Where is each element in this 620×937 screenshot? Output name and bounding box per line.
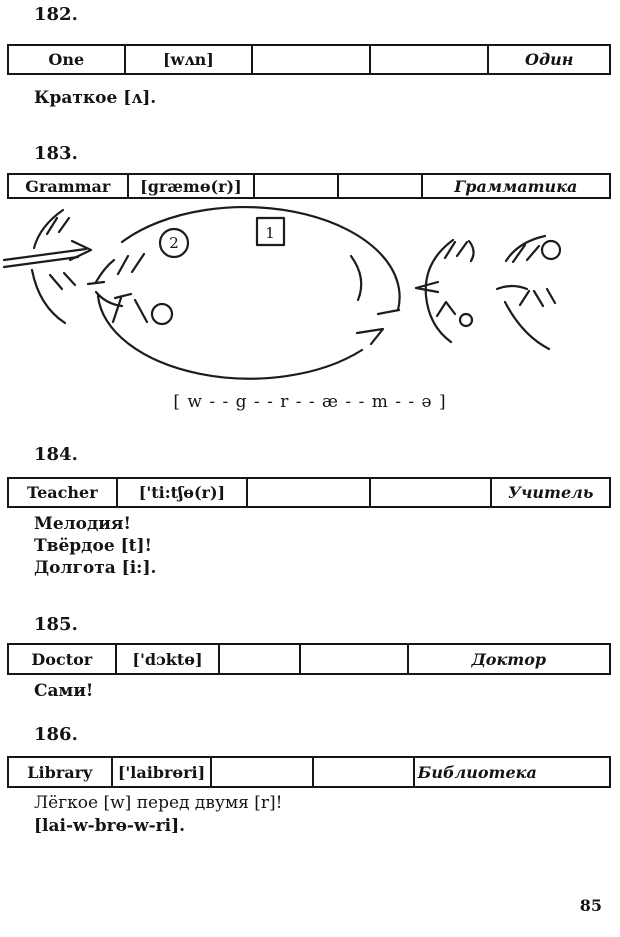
translation-cell: Грамматика <box>454 176 578 196</box>
phonetic-cell: [græmө(r)] <box>129 175 256 197</box>
phonetic-cell: [wʌn] <box>126 46 254 73</box>
entry-number-184: 184. <box>34 444 78 465</box>
translation-cell: Учитель <box>507 483 594 502</box>
intonation-diagram <box>0 198 620 394</box>
marker-2-circle <box>160 229 188 257</box>
marker-2-label: 2 <box>169 234 179 252</box>
left-mouth-marks <box>88 254 172 324</box>
entry-number-186: 186. <box>34 724 78 745</box>
word-cell: Doctor <box>9 645 117 673</box>
note-line: Мелодия! <box>34 514 131 534</box>
empty-cell <box>314 758 415 786</box>
marker-1-square <box>257 218 284 245</box>
small-circle <box>460 314 472 326</box>
translation-cell: Доктор <box>471 649 547 669</box>
entry-number-185: 185. <box>34 614 78 635</box>
mouth-symbol-right <box>497 236 560 349</box>
small-circle <box>542 241 560 259</box>
empty-cell <box>371 479 493 506</box>
word-cell: One <box>9 46 126 73</box>
word-cell: Teacher <box>9 479 118 506</box>
empty-cell <box>212 758 314 786</box>
empty-cell <box>220 645 301 673</box>
phonetic-cell: ['dɔktө] <box>117 645 221 673</box>
ellipse-bottom-arc <box>98 296 362 379</box>
note-line: Сами! <box>34 681 94 701</box>
translation-cell: Один <box>525 50 574 69</box>
empty-cell <box>339 175 423 197</box>
empty-cell <box>253 46 371 73</box>
vocab-table-182 <box>7 44 611 75</box>
note-line: [lai-w-brө-w-ri]. <box>34 816 186 836</box>
note-line: Краткое [ʌ]. <box>34 88 157 108</box>
page-number: 85 <box>579 896 602 915</box>
arrow-lips-symbol <box>4 210 91 323</box>
marker-1-label: 1 <box>265 224 275 242</box>
vocab-table-185 <box>7 643 611 675</box>
vocab-table-184 <box>7 477 611 508</box>
word-cell: Library <box>9 758 113 786</box>
entry-number-182: 182. <box>34 4 78 25</box>
vocab-table-186 <box>7 756 611 788</box>
word-cell: Grammar <box>9 175 129 197</box>
word-ellipse <box>98 207 400 379</box>
phonetic-cell: ['ti:tʃө(r)] <box>118 479 249 506</box>
mouth-symbol-middle <box>416 240 474 342</box>
phonetic-cell: ['laibrөri] <box>113 758 213 786</box>
entry-number-183: 183. <box>34 143 78 164</box>
vocab-table-183 <box>7 173 611 199</box>
empty-cell <box>301 645 409 673</box>
small-circle <box>152 304 172 324</box>
note-line: Твёрдое [t]! <box>34 536 152 556</box>
empty-cell <box>248 479 371 506</box>
translation-cell: Библиотека <box>417 762 537 782</box>
note-line: Лёгкое [w] перед двумя [r]! <box>34 793 283 813</box>
empty-cell <box>371 46 490 73</box>
empty-cell <box>255 175 339 197</box>
diagram-caption: [ w - - g - - r - - æ - - m - - ə ] <box>173 392 447 412</box>
note-line: Долгота [i:]. <box>34 558 157 578</box>
